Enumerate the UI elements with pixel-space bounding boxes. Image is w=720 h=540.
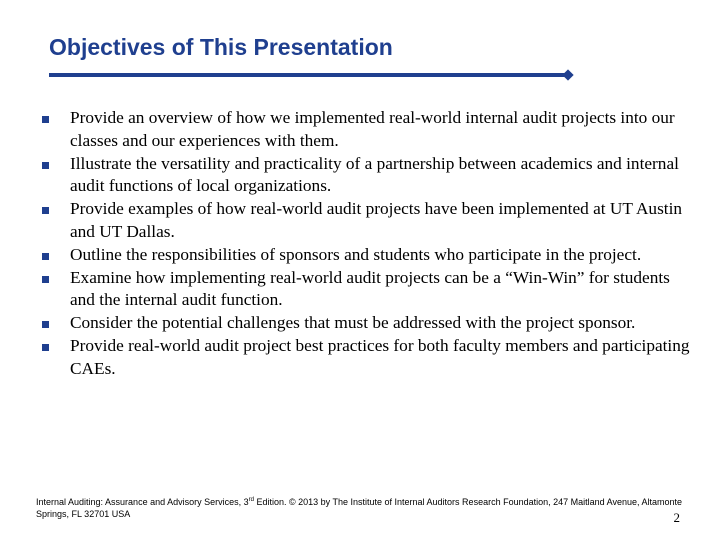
bullet-text: Consider the potential challenges that must be addressed with the project sponsor. <box>70 313 636 332</box>
list-item <box>40 244 690 267</box>
list-item <box>40 107 690 152</box>
bullet-text: Examine how implementing real-world audit projects can be a “Win-Win” for students and the internal audit function. <box>70 267 670 309</box>
page-number: 2 <box>673 510 680 525</box>
square-bullet-icon <box>42 116 49 123</box>
list-item <box>40 153 690 198</box>
list-item <box>40 267 690 312</box>
copyright-footer <box>36 494 686 520</box>
title-underline <box>49 73 567 77</box>
square-bullet-icon <box>42 253 49 260</box>
bullet-text: Outline the responsibilities of sponsors and students who participate in the project. <box>70 244 642 264</box>
square-bullet-icon <box>42 207 49 214</box>
square-bullet-icon <box>42 344 49 351</box>
footer-superscript: rd <box>248 497 254 503</box>
square-bullet-icon <box>42 276 49 283</box>
bullet-text: Provide examples of how real-world audit projects have been implemented at UT Austin and UT Dallas. <box>70 199 683 241</box>
square-bullet-icon <box>42 321 49 328</box>
slide-title: Objectives of This Presentation <box>49 34 393 60</box>
underline-diamond-icon <box>562 69 573 80</box>
list-item <box>40 198 690 243</box>
bullet-text: Illustrate the versatility and practicality of a partnership between academics and internal audit functions of local organizations. <box>70 153 679 195</box>
bullet-text: Provide real-world audit project best practices for both faculty members and participating CAEs. <box>70 336 690 378</box>
footer-text-end: Edition. © 2013 by The Institute of Internal Auditors Research Foundation, 247 Maitland Avenue, Altamonte Springs, FL 32701 USA <box>36 497 683 519</box>
list-item <box>40 335 690 380</box>
list-item <box>40 312 690 335</box>
objectives-list <box>40 107 690 381</box>
bullet-text: Provide an overview of how we implemented real-world internal audit projects into our classes and our experiences with them. <box>70 108 675 150</box>
footer-text-start: Internal Auditing: Assurance and Advisory Services, 3 <box>36 497 249 507</box>
square-bullet-icon <box>42 162 49 169</box>
